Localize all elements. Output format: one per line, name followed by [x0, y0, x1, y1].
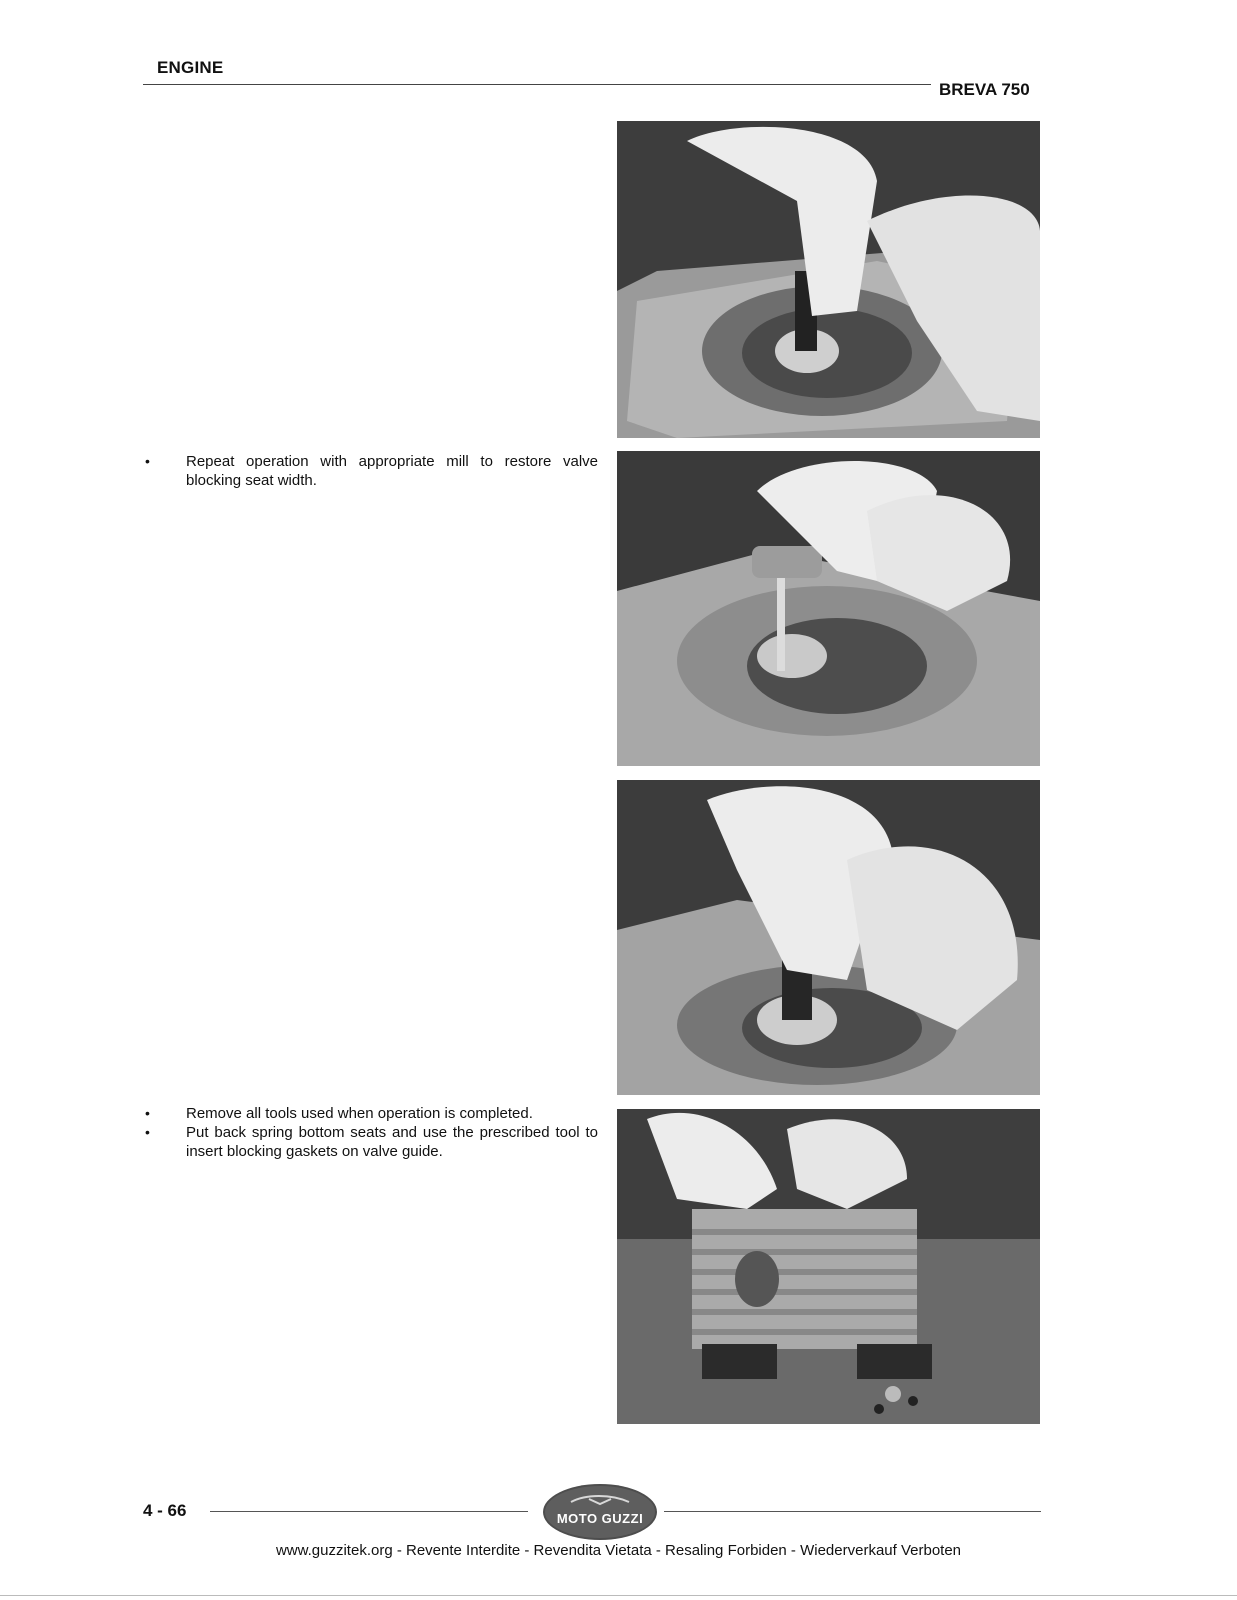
photo-cylinder-head-blocks — [617, 1109, 1040, 1424]
photo-valve-seat-mill — [617, 121, 1040, 438]
footer-divider-left — [210, 1511, 528, 1512]
page-number: 4 - 66 — [143, 1501, 187, 1520]
footer-note — [0, 1542, 1237, 1559]
instruction-list-bottom — [143, 1104, 598, 1161]
photo-mill-cutting — [617, 780, 1040, 1095]
footer-divider-right — [664, 1511, 1041, 1512]
header-divider — [143, 84, 931, 85]
logo-text: MOTO GUZZI — [556, 1511, 644, 1526]
photo-mill-pilot — [617, 451, 1040, 766]
instruction-list-top — [143, 452, 598, 490]
instruction-item: • Repeat operation with appropriate mill to restore valve blocking seat width. — [143, 452, 598, 490]
footer-note-text: www.guzzitek.org - Revente Interdite - Revendita Vietata - Resaling Forbiden - Wiederverkauf Verboten — [275, 1542, 962, 1559]
model-title: BREVA 750 — [939, 80, 1030, 99]
moto-guzzi-logo — [541, 1482, 659, 1542]
section-title: ENGINE — [157, 58, 224, 77]
instruction-item: • Put back spring bottom seats and use the prescribed tool to insert blocking gaskets on valve guide. — [143, 1123, 598, 1161]
page-bottom-edge — [0, 1595, 1237, 1596]
instruction-item: • Remove all tools used when operation is completed. — [143, 1104, 598, 1123]
